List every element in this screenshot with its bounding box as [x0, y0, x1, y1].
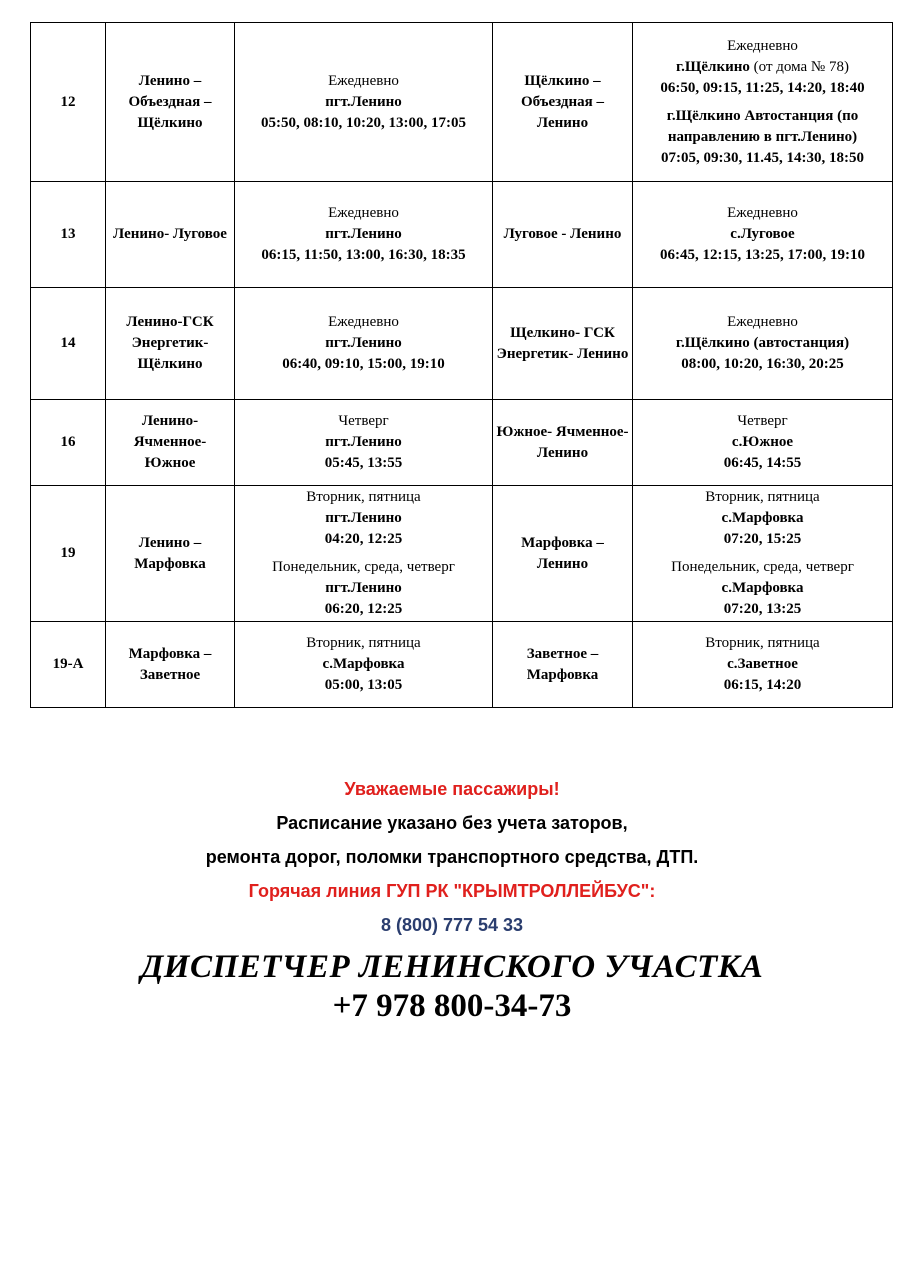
schedule-block	[237, 411, 490, 474]
schedule-days: Ежедневно	[328, 314, 399, 330]
schedule-block	[237, 557, 490, 620]
table-row	[31, 622, 893, 708]
stop-name-text: с.Заветное	[727, 656, 798, 672]
notice-line-1: Расписание указано без учета заторов,	[276, 813, 628, 833]
route-back-schedule	[633, 400, 893, 486]
stop-name-text: пгт.Ленино	[325, 335, 402, 351]
stop-name	[635, 508, 890, 529]
passenger-notice	[0, 772, 904, 1025]
departure-times: 06:40, 09:10, 15:00, 19:10	[282, 356, 445, 372]
departure-times: 07:05, 09:30, 11.45, 14:30, 18:50	[661, 149, 864, 166]
stop-name	[237, 432, 490, 453]
stop-name-text: г.Щёлкино	[676, 58, 750, 75]
route-number: 16	[31, 400, 106, 486]
stop-name	[635, 432, 890, 453]
route-to-name: Ленино- Луговое	[106, 182, 235, 288]
stop-name-text: пгт.Ленино	[325, 510, 402, 526]
route-to-name: Ленино – Объездная – Щёлкино	[106, 23, 235, 182]
schedule-block	[635, 106, 890, 169]
schedule-days: Понедельник, среда, четверг	[671, 559, 854, 575]
departure-times: 06:20, 12:25	[324, 601, 403, 617]
route-to-name: Ленино-ГСК Энергетик- Щёлкино	[106, 288, 235, 400]
departure-times: 07:20, 13:25	[723, 601, 802, 617]
stop-name-text: г.Щёлкино (автостанция)	[675, 335, 850, 351]
departure-times: 06:50, 09:15, 11:25, 14:20, 18:40	[660, 79, 865, 96]
route-back-schedule	[633, 288, 893, 400]
route-number: 19-А	[31, 622, 106, 708]
departure-times: 06:15, 14:20	[723, 677, 802, 693]
departure-times: 06:45, 12:15, 13:25, 17:00, 19:10	[660, 247, 865, 263]
route-to-schedule	[235, 182, 493, 288]
route-back-name: Заветное – Марфовка	[493, 622, 633, 708]
route-number: 19	[31, 486, 106, 622]
stop-name	[635, 578, 890, 599]
schedule-block	[635, 633, 890, 696]
departure-times: 05:50, 08:10, 10:20, 13:00, 17:05	[261, 114, 466, 131]
hotline-label: Горячая линия ГУП РК "КРЫМТРОЛЛЕЙБУС":	[248, 881, 656, 901]
schedule-block	[237, 71, 490, 134]
schedule-block	[635, 36, 890, 99]
stop-name	[635, 333, 890, 354]
route-back-schedule	[633, 182, 893, 288]
table-row	[31, 23, 893, 182]
stop-name	[237, 654, 490, 675]
departure-times: 07:20, 15:25	[723, 531, 802, 547]
stop-name	[237, 92, 490, 113]
route-number: 12	[31, 23, 106, 182]
stop-name-text: с.Марфовка	[721, 580, 804, 596]
schedule-days: Вторник, пятница	[705, 635, 820, 651]
schedule-body	[31, 23, 893, 708]
route-back-name: Марфовка – Ленино	[493, 486, 633, 622]
stop-name	[635, 654, 890, 675]
departure-times: 04:20, 12:25	[324, 531, 403, 547]
stop-name	[237, 224, 490, 245]
schedule-days: Ежедневно	[727, 205, 798, 221]
schedule-block	[237, 203, 490, 266]
notice-line-2: ремонта дорог, поломки транспортного средства, ДТП.	[205, 847, 699, 867]
schedule-block	[635, 203, 890, 266]
route-back-schedule	[633, 622, 893, 708]
route-to-name: Ленино- Ячменное- Южное	[106, 400, 235, 486]
schedule-block	[635, 487, 890, 550]
schedule-days: Четверг	[737, 413, 788, 429]
route-to-schedule	[235, 23, 493, 182]
schedule-days: Ежедневно	[727, 314, 798, 330]
route-back-schedule	[633, 486, 893, 622]
stop-name-text: пгт.Ленино	[325, 434, 402, 450]
schedule-days: Вторник, пятница	[306, 635, 421, 651]
stop-name-text: пгт.Ленино	[325, 93, 402, 110]
stop-name	[635, 224, 890, 245]
route-back-name: Южное- Ячменное- Ленино	[493, 400, 633, 486]
dispatcher-title: ДИСПЕТЧЕР ЛЕНИНСКОГО УЧАСТКА	[140, 949, 764, 985]
route-back-name: Луговое - Ленино	[493, 182, 633, 288]
stop-name	[237, 578, 490, 599]
route-to-name: Ленино – Марфовка	[106, 486, 235, 622]
dispatcher-phone[interactable]: +7 978 800-34-73	[332, 988, 572, 1024]
schedule-days: Четверг	[338, 413, 389, 429]
schedule-block	[635, 411, 890, 474]
departure-times: 06:45, 14:55	[723, 455, 802, 471]
route-back-name: Щелкино- ГСК Энергетик- Ленино	[493, 288, 633, 400]
route-back-name: Щёлкино – Объездная – Ленино	[493, 23, 633, 182]
route-to-schedule	[235, 288, 493, 400]
route-to-name: Марфовка – Заветное	[106, 622, 235, 708]
stop-name	[237, 333, 490, 354]
stop-note: (от дома № 78)	[749, 58, 849, 75]
stop-name-text: с.Южное	[731, 434, 794, 450]
route-number: 13	[31, 182, 106, 288]
stop-name-text: г.Щёлкино Автостанция (по направлению в пгт.Ленино)	[666, 107, 859, 145]
route-to-schedule	[235, 622, 493, 708]
schedule-block	[237, 633, 490, 696]
departure-times: 05:00, 13:05	[324, 677, 403, 693]
stop-name-text: с.Марфовка	[721, 510, 804, 526]
stop-name	[237, 508, 490, 529]
table-row	[31, 400, 893, 486]
hotline-phone[interactable]: 8 (800) 777 54 33	[380, 915, 524, 935]
schedule-days: Ежедневно	[328, 205, 399, 221]
schedule-days: Вторник, пятница	[705, 489, 820, 505]
stop-name-text: пгт.Ленино	[325, 226, 402, 242]
table-row	[31, 182, 893, 288]
route-to-schedule	[235, 400, 493, 486]
stop-name-text: пгт.Ленино	[325, 580, 402, 596]
stop-name	[635, 57, 890, 78]
schedule-block	[237, 312, 490, 375]
route-number: 14	[31, 288, 106, 400]
stop-name	[635, 106, 890, 148]
schedule-days: Ежедневно	[727, 37, 798, 54]
schedule-days: Понедельник, среда, четверг	[272, 559, 455, 575]
route-to-schedule	[235, 486, 493, 622]
schedule-days: Вторник, пятница	[306, 489, 421, 505]
departure-times: 08:00, 10:20, 16:30, 20:25	[681, 356, 844, 372]
table-row	[31, 486, 893, 622]
schedule-block	[635, 557, 890, 620]
stop-name-text: с.Луговое	[730, 226, 795, 242]
schedule-days: Ежедневно	[328, 72, 399, 89]
stop-name-text: с.Марфовка	[322, 656, 405, 672]
departure-times: 06:15, 11:50, 13:00, 16:30, 18:35	[261, 247, 466, 263]
schedule-block	[237, 487, 490, 550]
route-back-schedule	[633, 23, 893, 182]
table-row	[31, 288, 893, 400]
notice-greeting: Уважаемые пассажиры!	[344, 779, 560, 799]
schedule-table	[30, 22, 893, 708]
schedule-block	[635, 312, 890, 375]
departure-times: 05:45, 13:55	[324, 455, 403, 471]
